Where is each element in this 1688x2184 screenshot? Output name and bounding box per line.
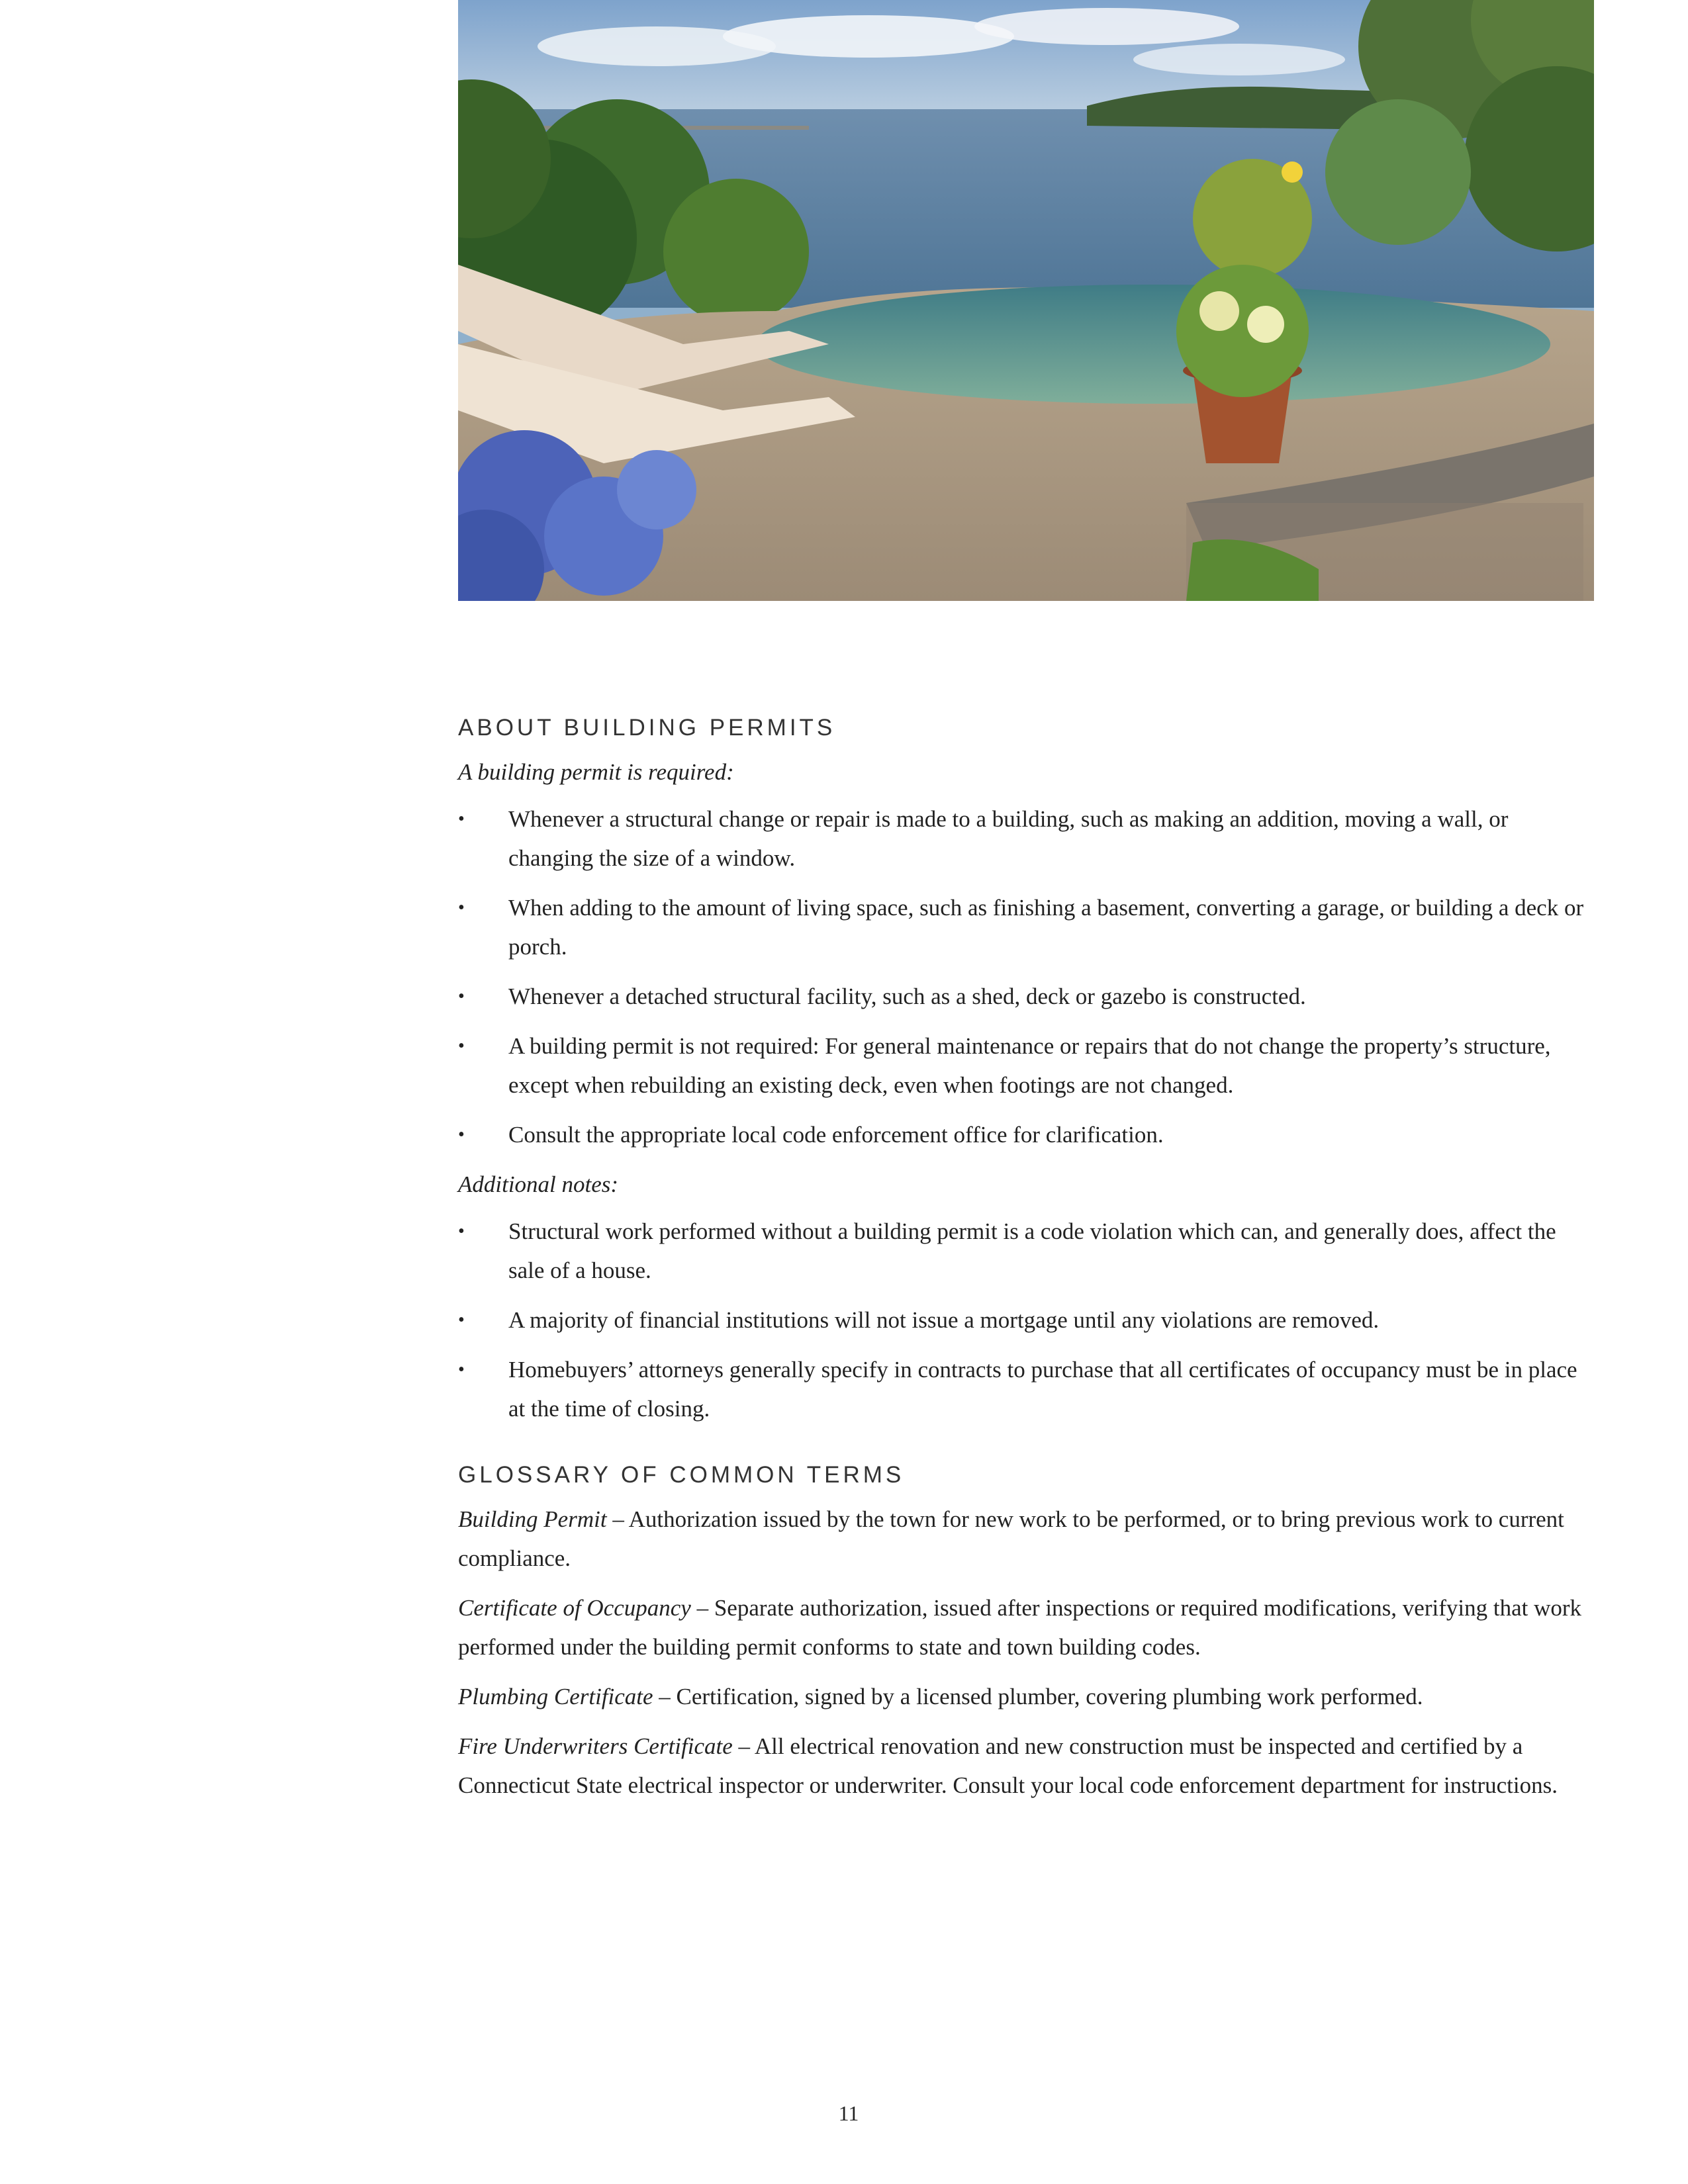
list-item (458, 1026, 1594, 1105)
bullet-icon: • (458, 1124, 465, 1145)
list-item (458, 799, 1594, 878)
permits-list (458, 799, 1594, 1154)
page-content (458, 711, 1594, 1815)
glossary-entry-building-permit (458, 1500, 1594, 1578)
list-item-text: Whenever a detached structural facility, such as a shed, deck or gazebo is constructed. (508, 983, 1306, 1009)
glossary-definition: – Separate authorization, issued after inspections or required modifications, verifying that work performed under the building permit conforms to state and town building codes. (458, 1595, 1582, 1660)
bullet-icon: • (458, 1359, 465, 1380)
list-item-text: Whenever a structural change or repair is made to a building, such as making an addition, moving a wall, or changing the size of a window. (508, 806, 1509, 871)
bullet-icon: • (458, 1310, 465, 1330)
permits-lead: A building permit is required: (458, 759, 734, 785)
glossary-entry-plumbing-certificate (458, 1677, 1594, 1716)
bullet-icon: • (458, 1036, 465, 1056)
list-item (458, 1300, 1594, 1340)
list-item-text: Consult the appropriate local code enforcement office for clarification. (508, 1122, 1164, 1148)
bullet-icon: • (458, 897, 465, 918)
list-item (458, 1350, 1594, 1428)
bullet-icon: • (458, 986, 465, 1007)
list-item (458, 888, 1594, 966)
list-item (458, 1115, 1594, 1154)
permits-heading: ABOUT BUILDING PERMITS (458, 715, 836, 741)
glossary-heading: GLOSSARY OF COMMON TERMS (458, 1462, 905, 1488)
pool-patio-photo (458, 0, 1594, 601)
list-item-text: A majority of financial institutions will not issue a mortgage until any violations are removed. (508, 1307, 1380, 1333)
glossary-term: Plumbing Certificate (458, 1684, 653, 1709)
list-item-text: When adding to the amount of living space, such as finishing a basement, converting a garage, or building a deck or porch. (508, 895, 1584, 960)
page-number: 11 (838, 2101, 859, 2125)
notes-lead: Additional notes: (458, 1171, 619, 1197)
bullet-icon: • (458, 809, 465, 829)
list-item-text: A building permit is not required: For general maintenance or repairs that do not change the property’s structure, except when rebuilding an existing deck, even when footings are not changed. (508, 1033, 1551, 1098)
glossary-entry-certificate-of-occupancy (458, 1588, 1594, 1666)
notes-list (458, 1212, 1594, 1428)
glossary-term: Certificate of Occupancy (458, 1595, 691, 1621)
glossary-definition: – All electrical renovation and new construction must be inspected and certified by a Connecticut State electrical inspector or underwriter. Consult your local code enforcement department for instructions. (458, 1733, 1558, 1798)
list-item-text: Homebuyers’ attorneys generally specify in contracts to purchase that all certificates of occupancy must be in place at the time of closing. (508, 1357, 1577, 1422)
glossary-definition: – Authorization issued by the town for new work to be performed, or to bring previous work to current compliance. (458, 1506, 1564, 1571)
glossary-definition: – Certification, signed by a licensed plumber, covering plumbing work performed. (653, 1684, 1423, 1709)
bullet-icon: • (458, 1221, 465, 1242)
glossary-term: Building Permit (458, 1506, 607, 1532)
list-item-text: Structural work performed without a building permit is a code violation which can, and generally does, affect the sale of a house. (508, 1218, 1556, 1283)
pool-patio-harbor-photo (458, 0, 1594, 601)
list-item (458, 977, 1594, 1016)
glossary-entry-fire-underwriters-certificate (458, 1727, 1594, 1805)
glossary-term: Fire Underwriters Certificate (458, 1733, 733, 1759)
list-item (458, 1212, 1594, 1290)
